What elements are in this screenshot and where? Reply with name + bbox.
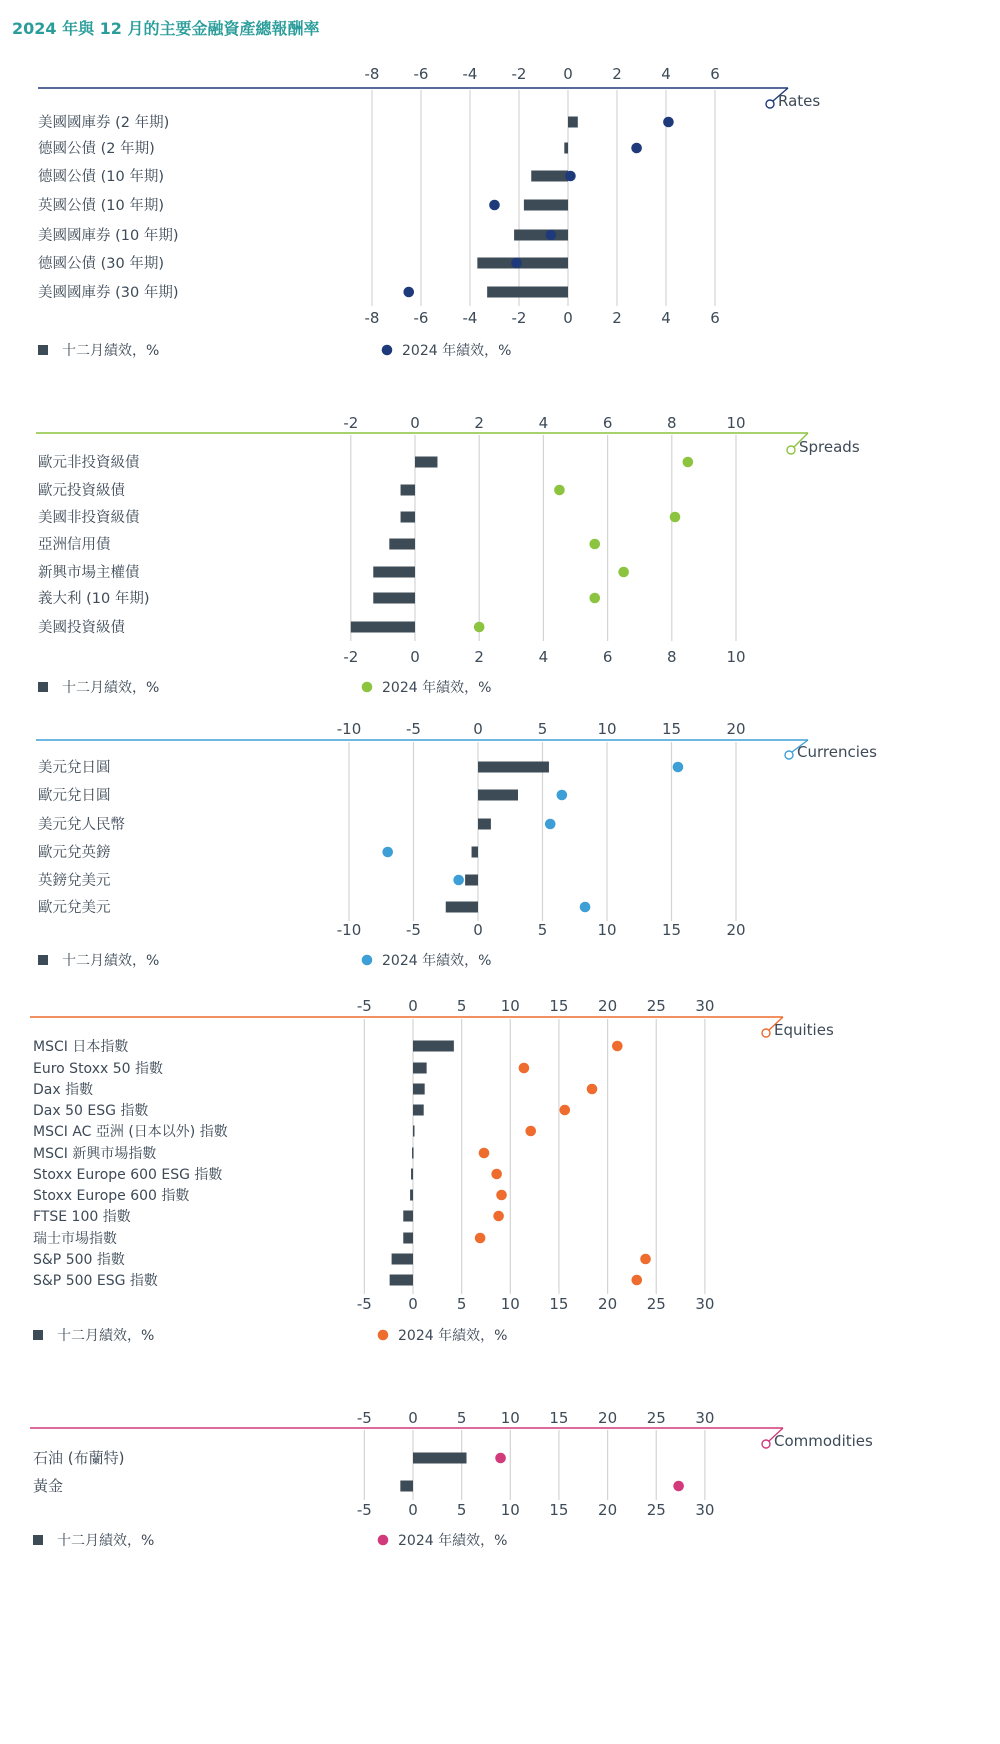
dot-2024 [673, 762, 684, 773]
bottom-tick-label: 25 [646, 1295, 666, 1313]
legend-square-icon [38, 345, 48, 355]
dot-2024 [618, 567, 629, 578]
top-tick-label: 8 [667, 414, 677, 432]
bottom-tick-label: 5 [456, 1501, 467, 1519]
dot-2024 [631, 143, 642, 154]
bottom-tick-label: 10 [726, 648, 746, 666]
section-title: Rates [778, 92, 821, 110]
bottom-tick-label: 0 [563, 309, 573, 327]
bottom-tick-label: 15 [661, 921, 682, 939]
top-tick-label: 0 [408, 1409, 418, 1427]
bottom-tick-label: 30 [695, 1501, 715, 1519]
bar-december [514, 230, 568, 241]
top-tick-label: 20 [598, 997, 618, 1015]
category-label: 歐元非投資級債 [38, 455, 140, 471]
bar-december [477, 258, 568, 269]
category-label: S&P 500 ESG 指數 [33, 1273, 158, 1289]
top-tick-label: 15 [661, 720, 682, 738]
dot-2024 [557, 790, 568, 801]
category-label: 歐元兌日圓 [38, 788, 111, 804]
dot-2024 [493, 1211, 504, 1222]
pin-head [785, 751, 793, 759]
top-tick-label: -2 [511, 65, 527, 83]
dot-2024 [546, 230, 557, 241]
top-tick-label: 6 [602, 414, 613, 432]
top-tick-label: 25 [646, 1409, 666, 1427]
top-tick-label: 10 [597, 720, 617, 738]
bottom-tick-label: 15 [549, 1501, 569, 1519]
category-label: 德國公債 (30 年期) [38, 256, 164, 272]
chart-rates [38, 65, 820, 359]
top-tick-label: -4 [462, 65, 478, 83]
legend-2024-label: 2024 年績效，% [402, 343, 512, 359]
dot-2024 [673, 1481, 684, 1492]
top-tick-label: -8 [364, 65, 380, 83]
category-label: FTSE 100 指數 [33, 1209, 131, 1225]
bottom-tick-label: -5 [406, 921, 421, 939]
pin-head [766, 100, 774, 108]
dot-2024 [663, 117, 674, 128]
bottom-tick-label: -5 [356, 1295, 372, 1313]
pin-head [762, 1029, 770, 1037]
category-label: S&P 500 指數 [33, 1252, 125, 1268]
legend-2024-label: 2024 年績效，% [382, 680, 492, 696]
legend-december-label: 十二月績效，% [62, 343, 160, 359]
dot-2024 [683, 457, 694, 468]
bar-december [415, 457, 437, 468]
dot-2024 [519, 1063, 530, 1074]
top-tick-label: 5 [537, 720, 548, 738]
top-tick-label: 4 [661, 65, 671, 83]
top-tick-label: -5 [356, 1409, 372, 1427]
bottom-tick-label: 20 [598, 1295, 618, 1313]
dot-2024 [640, 1254, 651, 1265]
dot-2024 [511, 258, 522, 269]
bar-december [472, 847, 478, 858]
top-tick-label: 10 [500, 1409, 520, 1427]
dot-2024 [612, 1041, 623, 1052]
top-tick-label: 2 [474, 414, 484, 432]
category-label: Dax 50 ESG 指數 [33, 1103, 149, 1119]
top-tick-label: -5 [356, 997, 372, 1015]
category-label: 歐元兌美元 [38, 900, 111, 916]
top-tick-label: 6 [710, 65, 720, 83]
bar-december [389, 539, 415, 550]
bar-december [564, 143, 568, 154]
bar-december [465, 875, 478, 886]
bottom-tick-label: -8 [364, 309, 380, 327]
category-label: 美元兌日圓 [38, 760, 111, 776]
bar-december [401, 512, 415, 523]
category-label: MSCI AC 亞洲 (日本以外) 指數 [33, 1124, 228, 1140]
dot-2024 [559, 1105, 570, 1116]
top-tick-label: -5 [406, 720, 421, 738]
legend-december-label: 十二月績效，% [57, 1328, 155, 1344]
bar-december [487, 287, 568, 298]
top-tick-label: 2 [612, 65, 622, 83]
bottom-tick-label: 10 [597, 921, 617, 939]
bar-december [403, 1211, 413, 1222]
bottom-tick-label: 10 [500, 1501, 520, 1519]
bar-december [413, 1063, 427, 1074]
bar-december [390, 1275, 413, 1286]
bar-december [392, 1254, 413, 1265]
pin-head [787, 446, 795, 454]
top-tick-label: 0 [563, 65, 573, 83]
legend-december-label: 十二月績效，% [57, 1533, 155, 1549]
bottom-tick-label: 15 [549, 1295, 569, 1313]
dot-2024 [587, 1084, 598, 1095]
dot-2024 [491, 1169, 502, 1180]
category-label: 石油 (布蘭特) [33, 1449, 125, 1467]
bottom-tick-label: 30 [695, 1295, 715, 1313]
section-title: Currencies [797, 743, 877, 761]
bar-december [412, 1148, 414, 1159]
dot-2024 [525, 1126, 536, 1137]
bar-december [446, 902, 478, 913]
bar-december [373, 593, 415, 604]
bottom-tick-label: -6 [413, 309, 429, 327]
category-label: 美國國庫券 (10 年期) [38, 228, 179, 244]
bottom-tick-label: 0 [473, 921, 483, 939]
section-title: Spreads [799, 438, 860, 456]
bottom-tick-label: 2 [612, 309, 622, 327]
bottom-tick-label: 2 [474, 648, 484, 666]
bar-december [403, 1233, 413, 1244]
dot-2024 [479, 1148, 490, 1159]
bar-december [478, 819, 491, 830]
category-label: 義大利 (10 年期) [38, 591, 150, 607]
legend-december-label: 十二月績效，% [62, 953, 160, 969]
legend-dot-icon [362, 682, 373, 693]
legend-dot-icon [378, 1535, 389, 1546]
top-tick-label: 20 [598, 1409, 618, 1427]
bottom-tick-label: 5 [456, 1295, 467, 1313]
bar-december [413, 1105, 424, 1116]
dot-2024 [670, 512, 681, 523]
bottom-tick-label: 20 [598, 1501, 618, 1519]
category-label: 德國公債 (2 年期) [38, 141, 155, 157]
top-tick-label: 5 [456, 1409, 467, 1427]
category-label: 美國投資級債 [38, 620, 125, 636]
dot-2024 [565, 171, 576, 182]
category-label: MSCI 新興市場指數 [33, 1146, 157, 1162]
category-label: 美國國庫券 (2 年期) [38, 115, 170, 131]
chart-equities [30, 997, 834, 1344]
dot-2024 [382, 847, 393, 858]
category-label: 歐元兌英鎊 [38, 845, 111, 861]
chart-commodities [30, 1409, 873, 1549]
bar-december [568, 117, 578, 128]
top-tick-label: 15 [549, 997, 569, 1015]
category-label: Euro Stoxx 50 指數 [33, 1061, 163, 1077]
category-label: Stoxx Europe 600 ESG 指數 [33, 1167, 223, 1183]
dot-2024 [403, 287, 414, 298]
dot-2024 [496, 1190, 507, 1201]
category-label: Dax 指數 [33, 1082, 94, 1098]
dot-2024 [589, 539, 600, 550]
legend-dot-icon [362, 955, 373, 966]
category-label: 美元兌人民幣 [38, 817, 125, 833]
top-tick-label: 5 [456, 997, 467, 1015]
bar-december [413, 1084, 425, 1095]
bottom-tick-label: 0 [408, 1501, 418, 1519]
bottom-tick-label: -5 [356, 1501, 372, 1519]
category-label: 英鎊兌美元 [38, 873, 111, 889]
dot-2024 [554, 485, 565, 496]
bottom-tick-label: 8 [667, 648, 677, 666]
bottom-tick-label: 0 [410, 648, 420, 666]
category-label: 亞洲信用債 [38, 537, 111, 553]
bottom-tick-label: -4 [462, 309, 478, 327]
bar-december [478, 762, 549, 773]
bar-december [413, 1041, 454, 1052]
top-tick-label: -10 [336, 720, 362, 738]
legend-2024-label: 2024 年績效，% [398, 1328, 508, 1344]
bar-december [478, 790, 518, 801]
top-tick-label: 0 [410, 414, 420, 432]
bottom-tick-label: 10 [500, 1295, 520, 1313]
category-label: 黃金 [33, 1477, 64, 1495]
page-title: 2024 年與 12 月的主要金融資產總報酬率 [12, 19, 320, 38]
top-tick-label: 15 [549, 1409, 569, 1427]
category-label: 美國非投資級債 [38, 510, 140, 526]
bar-december [531, 171, 568, 182]
legend-square-icon [38, 682, 48, 692]
top-tick-label: -6 [413, 65, 429, 83]
legend-dot-icon [382, 345, 393, 356]
legend-square-icon [38, 955, 48, 965]
dot-2024 [580, 902, 591, 913]
legend-square-icon [33, 1330, 43, 1340]
top-tick-label: 4 [538, 414, 549, 432]
top-tick-label: 0 [473, 720, 483, 738]
category-label: MSCI 日本指數 [33, 1039, 129, 1055]
category-label: 美國國庫券 (30 年期) [38, 285, 179, 301]
chart-currencies [36, 720, 877, 969]
dot-2024 [589, 593, 600, 604]
bar-december [413, 1126, 415, 1137]
bottom-tick-label: -2 [511, 309, 527, 327]
category-label: 新興市場主權債 [38, 565, 140, 581]
category-label: Stoxx Europe 600 指數 [33, 1188, 190, 1204]
bar-december [413, 1453, 467, 1464]
chart-spreads [36, 414, 860, 696]
legend-square-icon [33, 1535, 43, 1545]
category-label: 德國公債 (10 年期) [38, 169, 164, 185]
dot-2024 [631, 1275, 642, 1286]
dot-2024 [475, 1233, 486, 1244]
top-tick-label: 25 [646, 997, 666, 1015]
bar-december [373, 567, 415, 578]
bottom-tick-label: 4 [538, 648, 549, 666]
legend-2024-label: 2024 年績效，% [382, 953, 492, 969]
bar-december [411, 1169, 413, 1180]
category-label: 歐元投資級債 [38, 483, 125, 499]
top-tick-label: 30 [695, 1409, 715, 1427]
top-tick-label: 30 [695, 997, 715, 1015]
dot-2024 [474, 622, 485, 633]
bottom-tick-label: 6 [602, 648, 613, 666]
bar-december [401, 485, 415, 496]
bottom-tick-label: -2 [343, 648, 359, 666]
bottom-tick-label: -10 [336, 921, 362, 939]
bar-december [410, 1190, 413, 1201]
bottom-tick-label: 20 [726, 921, 746, 939]
bottom-tick-label: 0 [408, 1295, 418, 1313]
bottom-tick-label: 25 [646, 1501, 666, 1519]
top-tick-label: 10 [500, 997, 520, 1015]
bar-december [400, 1481, 413, 1492]
category-label: 英國公債 (10 年期) [38, 198, 164, 214]
bottom-tick-label: 5 [537, 921, 548, 939]
legend-2024-label: 2024 年績效，% [398, 1533, 508, 1549]
pin-head [762, 1440, 770, 1448]
bar-december [351, 622, 415, 633]
section-title: Equities [774, 1021, 834, 1039]
category-label: 瑞士市場指數 [33, 1231, 117, 1247]
dot-2024 [453, 875, 464, 886]
dot-2024 [545, 819, 556, 830]
legend-december-label: 十二月績效，% [62, 680, 160, 696]
bottom-tick-label: 4 [661, 309, 671, 327]
top-tick-label: -2 [343, 414, 359, 432]
legend-dot-icon [378, 1330, 389, 1341]
bar-december [524, 200, 568, 211]
bottom-tick-label: 6 [710, 309, 720, 327]
top-tick-label: 10 [726, 414, 746, 432]
section-title: Commodities [774, 1432, 873, 1450]
dot-2024 [489, 200, 500, 211]
dot-2024 [495, 1453, 506, 1464]
top-tick-label: 20 [726, 720, 746, 738]
top-tick-label: 0 [408, 997, 418, 1015]
